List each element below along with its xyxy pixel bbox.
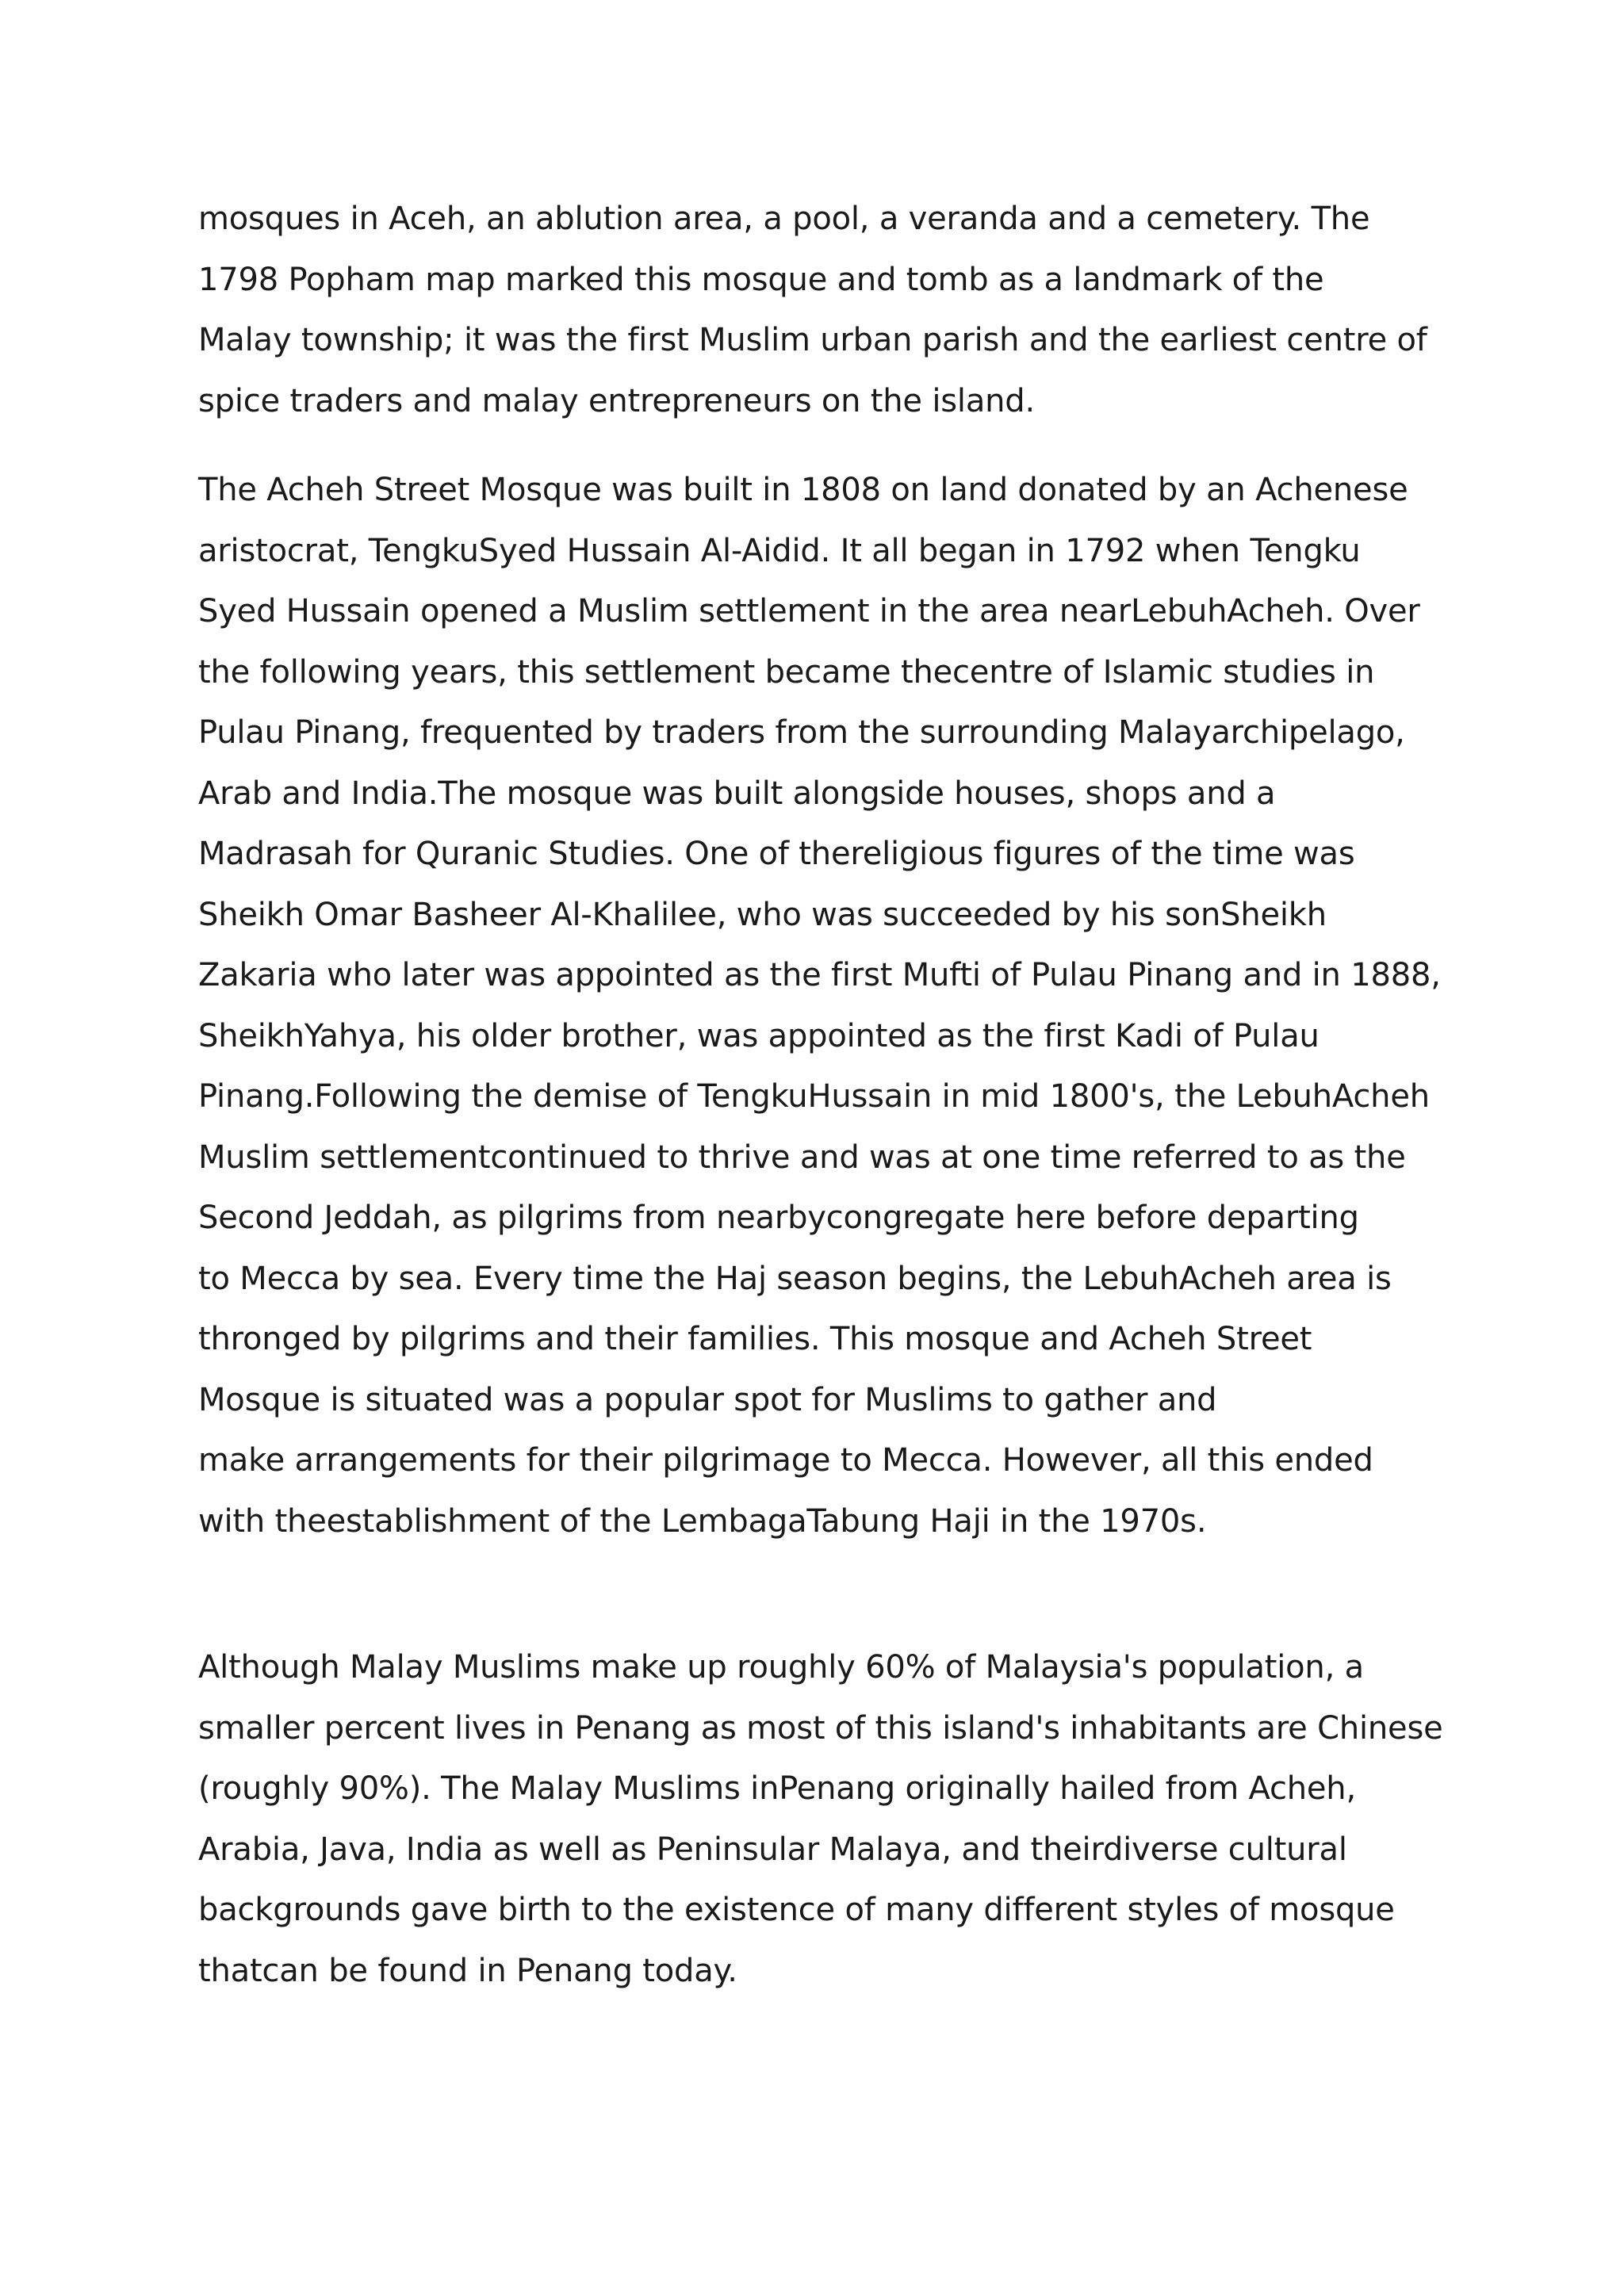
paragraph-acheh-street-mosque-history	[198, 460, 1507, 1552]
text-line: spice traders and malay entrepreneurs on the island.	[198, 382, 1035, 419]
text-line: Arabia, Java, India as well as Peninsular Malaya, and theirdiverse cultural	[198, 1831, 1347, 1868]
text-line: make arrangements for their pilgrimage to Mecca. However, all this ended	[198, 1442, 1373, 1479]
paragraph-malay-muslims-in-penang	[198, 1637, 1507, 2001]
text-line: Malay township; it was the first Muslim urban parish and the earliest centre of	[198, 322, 1427, 358]
text-line: (roughly 90%). The Malay Muslims inPenang originally hailed from Acheh,	[198, 1770, 1356, 1807]
text-line: with theestablishment of the LembagaTabung Haji in the 1970s.	[198, 1502, 1207, 1540]
text-line: aristocrat, TengkuSyed Hussain Al-Aidid. It all began in 1792 when Tengku	[198, 532, 1361, 569]
text-line: Pinang.Following the demise of TengkuHussain in mid 1800's, the LebuhAcheh	[198, 1078, 1430, 1115]
text-line: Madrasah for Quranic Studies. One of thereligious figures of the time was	[198, 836, 1355, 872]
text-line: Syed Hussain opened a Muslim settlement in the area nearLebuhAcheh. Over	[198, 593, 1420, 629]
text-line: mosques in Aceh, an ablution area, a pool, a veranda and a cemetery. The	[198, 201, 1370, 237]
text-line: backgrounds gave birth to the existence of many different styles of mosque	[198, 1892, 1395, 1928]
text-line: The Acheh Street Mosque was built in 1808 on land donated by an Achenese	[198, 472, 1408, 508]
text-line: SheikhYahya, his older brother, was appointed as the first Kadi of Pulau	[198, 1017, 1320, 1054]
text-line: Zakaria who later was appointed as the first Mufti of Pulau Pinang and in 1888,	[198, 957, 1441, 993]
text-line: the following years, this settlement became thecentre of Islamic studies in	[198, 653, 1375, 691]
paragraph-mosques-in-aceh	[198, 189, 1507, 431]
text-line: Although Malay Muslims make up roughly 60% of Malaysia's population, a	[198, 1649, 1364, 1686]
text-line: Pulau Pinang, frequented by traders from the surrounding Malayarchipelago,	[198, 714, 1405, 751]
text-line: Second Jeddah, as pilgrims from nearbycongregate here before departing	[198, 1200, 1359, 1236]
text-line: 1798 Popham map marked this mosque and tomb as a landmark of the	[198, 261, 1324, 298]
text-line: thronged by pilgrims and their families. This mosque and Acheh Street	[198, 1321, 1312, 1357]
text-line: Sheikh Omar Basheer Al-Khalilee, who was succeeded by his sonSheikh	[198, 896, 1327, 933]
text-line: Arab and India.The mosque was built alongside houses, shops and a	[198, 775, 1276, 812]
text-line: to Mecca by sea. Every time the Haj season begins, the LebuhAcheh area is	[198, 1260, 1392, 1297]
text-line: Mosque is situated was a popular spot for Muslims to gather and	[198, 1381, 1217, 1418]
text-line: Muslim settlementcontinued to thrive and was at one time referred to as the	[198, 1138, 1406, 1176]
text-line: smaller percent lives in Penang as most of this island's inhabitants are Chinese	[198, 1709, 1443, 1747]
text-line: thatcan be found in Penang today.	[198, 1952, 737, 1989]
